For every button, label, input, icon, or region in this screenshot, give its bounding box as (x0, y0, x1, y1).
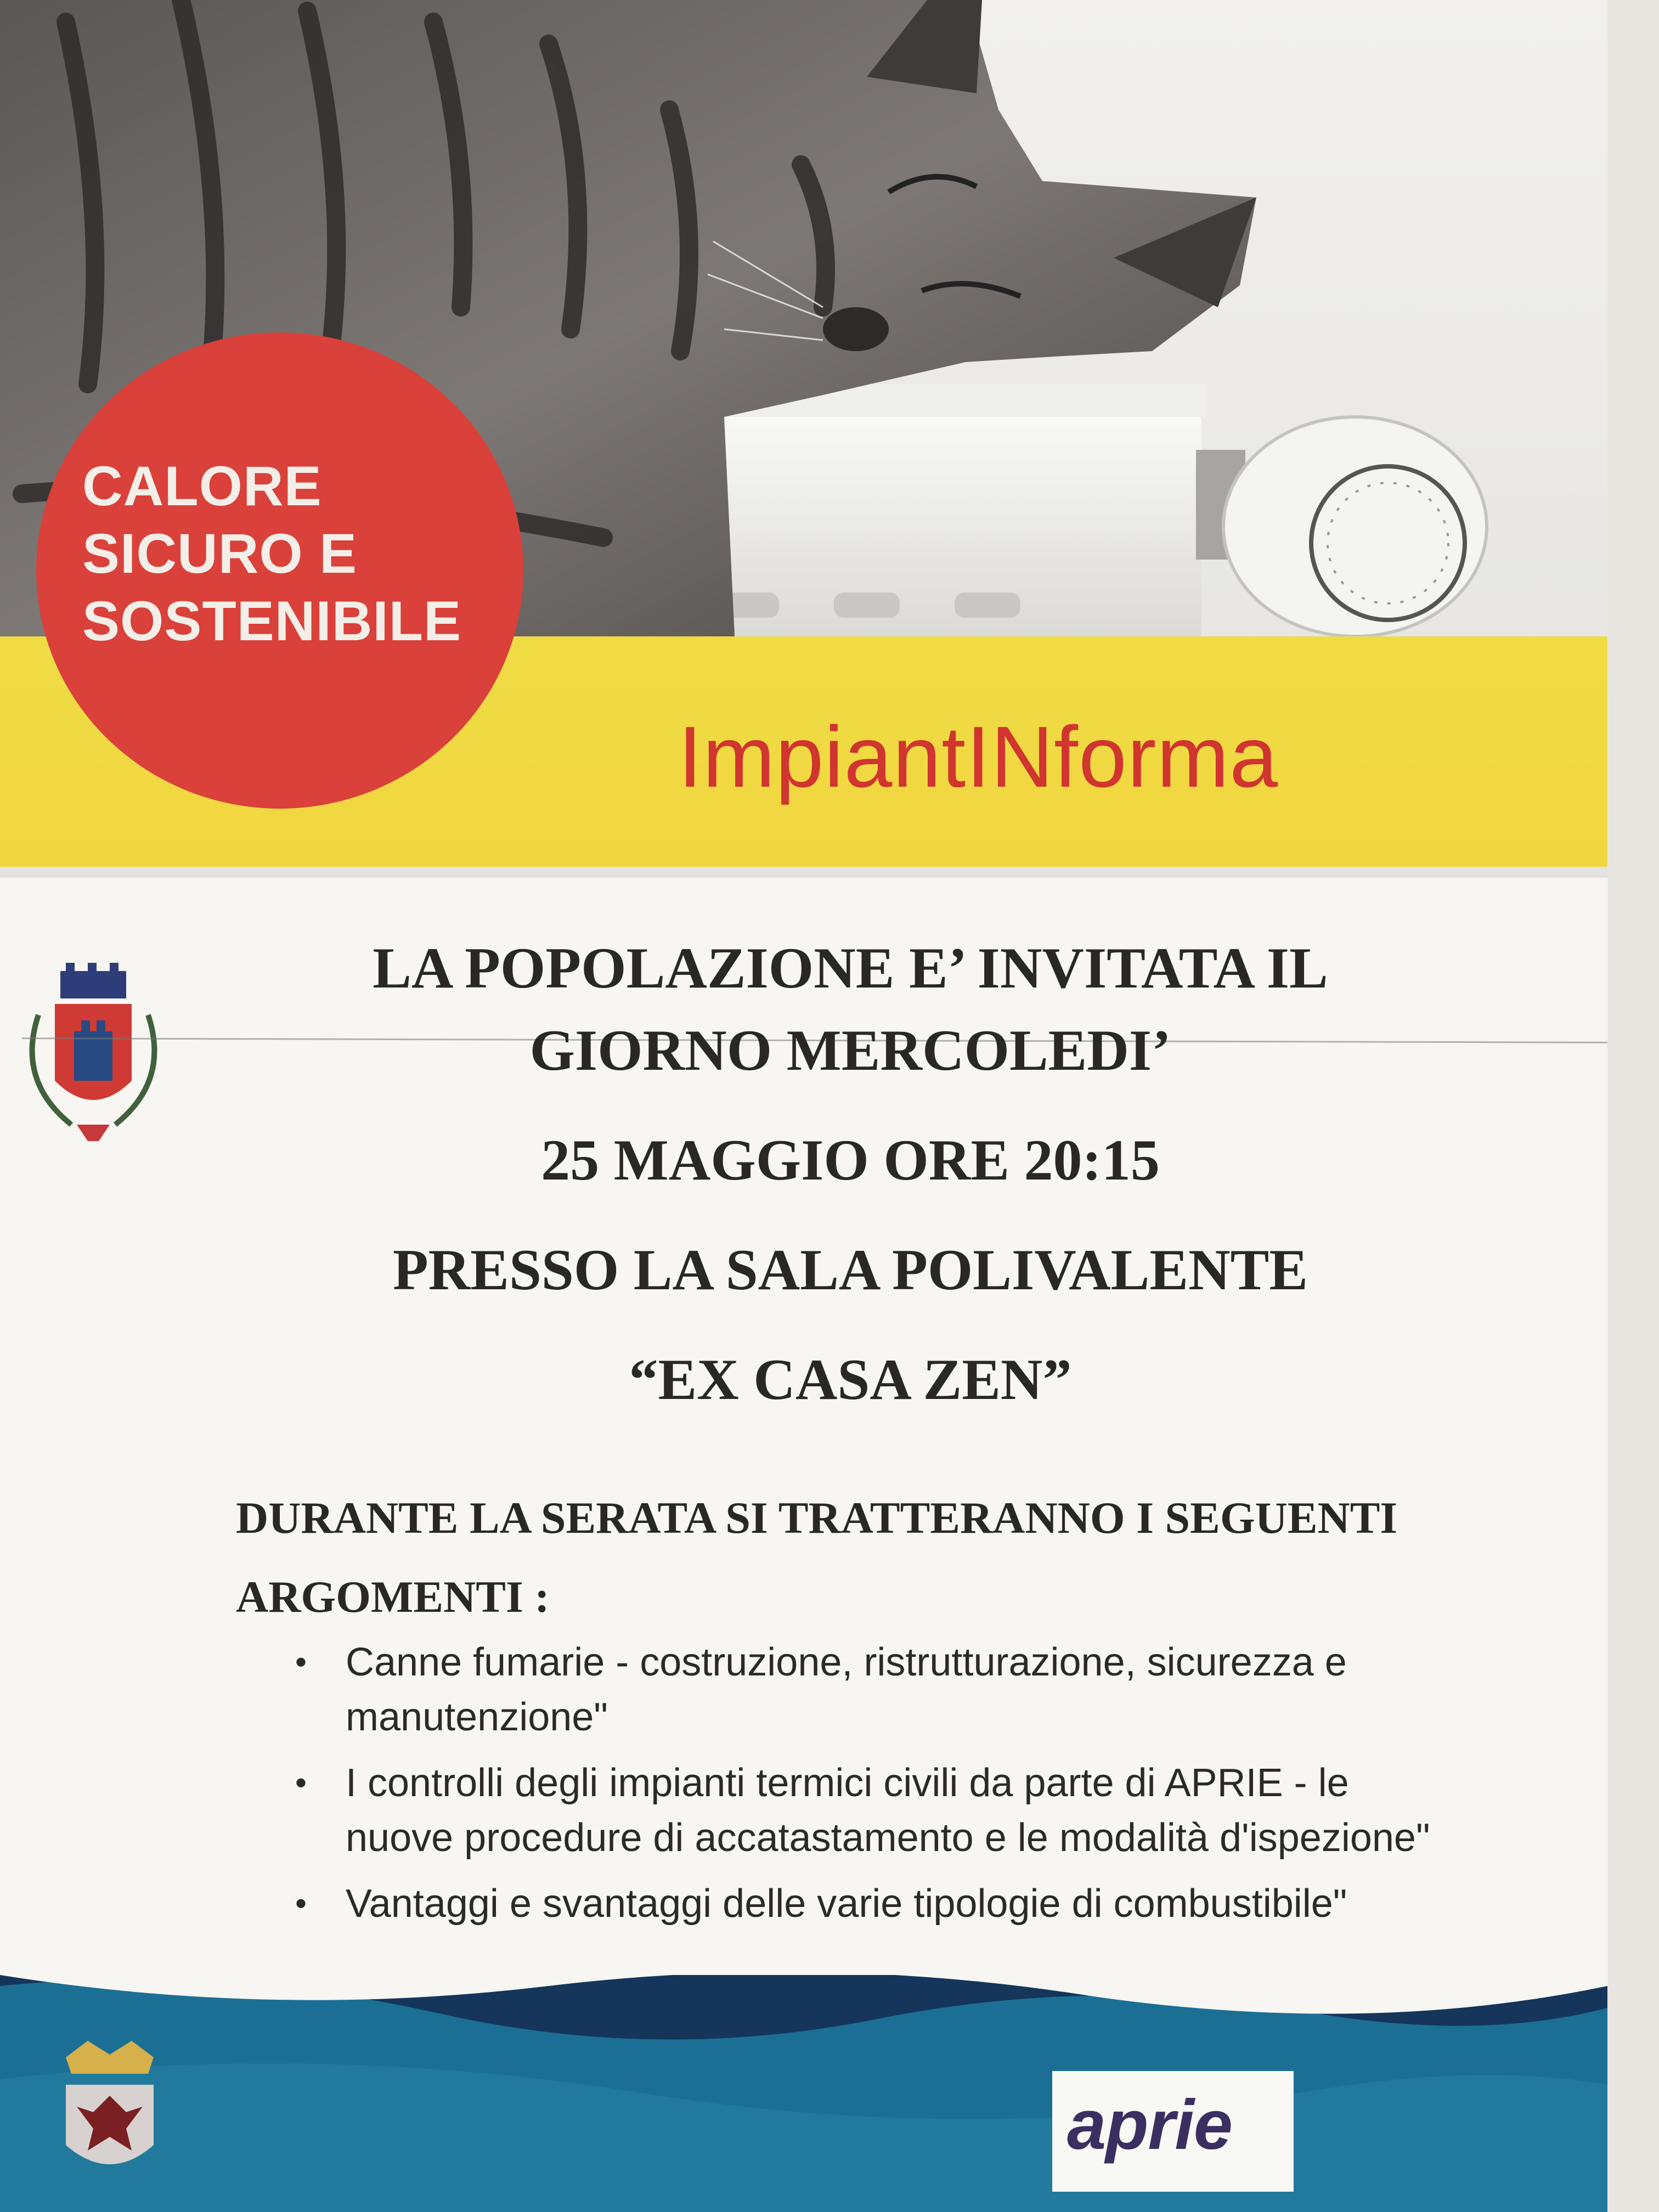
topic-line: Canne fumarie - costruzione, ristrutturazione, sicurezza e (346, 1640, 1347, 1684)
bullet-icon: • (295, 1644, 307, 1680)
list-item (291, 1635, 1596, 1745)
topic-line: manutenzione" (346, 1695, 608, 1739)
footer-wave-band (0, 1953, 1607, 2212)
topics-intro-line: DURANTE LA SERATA SI TRATTERANNO I SEGUENTI (236, 1493, 1398, 1543)
list-item (291, 1756, 1596, 1865)
venue-line: PRESSO LA SALA POLIVALENTE (392, 1238, 1308, 1302)
brand-title: ImpiantINforma (678, 709, 1279, 805)
topic-line: I controlli degli impianti termici civili da parte di APRIE - le (346, 1761, 1349, 1805)
municipal-crest-icon (16, 960, 170, 1158)
topics-intro (236, 1479, 1585, 1637)
slogan (82, 453, 499, 655)
invitation-line: GIORNO MERCOLEDI’ (529, 1018, 1171, 1082)
topic-line: nuove procedure di accatastamento e le modalità d'ispezione" (346, 1816, 1430, 1860)
bullet-icon: • (295, 1885, 307, 1922)
list-item (291, 1876, 1596, 1931)
bullet-icon: • (295, 1764, 307, 1801)
slogan-line: SOSTENIBILE (82, 590, 462, 652)
event-datetime: 25 MAGGIO ORE 20:15 (541, 1128, 1160, 1192)
aprie-logo: aprie (1067, 2086, 1232, 2164)
slogan-line: SICURO E (82, 522, 358, 585)
topic-line: Vantaggi e svantaggi delle varie tipologie di combustibile" (346, 1882, 1347, 1926)
topics-intro-line: ARGOMENTI : (236, 1572, 550, 1622)
slogan-line: CALORE (82, 455, 322, 517)
provincial-crest-icon (55, 2041, 165, 2189)
invitation (285, 927, 1415, 1421)
topics-list (291, 1635, 1596, 1942)
venue-name: “EX CASA ZEN” (629, 1347, 1072, 1412)
invitation-line: LA POPOLAZIONE E’ INVITATA IL (373, 936, 1328, 1000)
